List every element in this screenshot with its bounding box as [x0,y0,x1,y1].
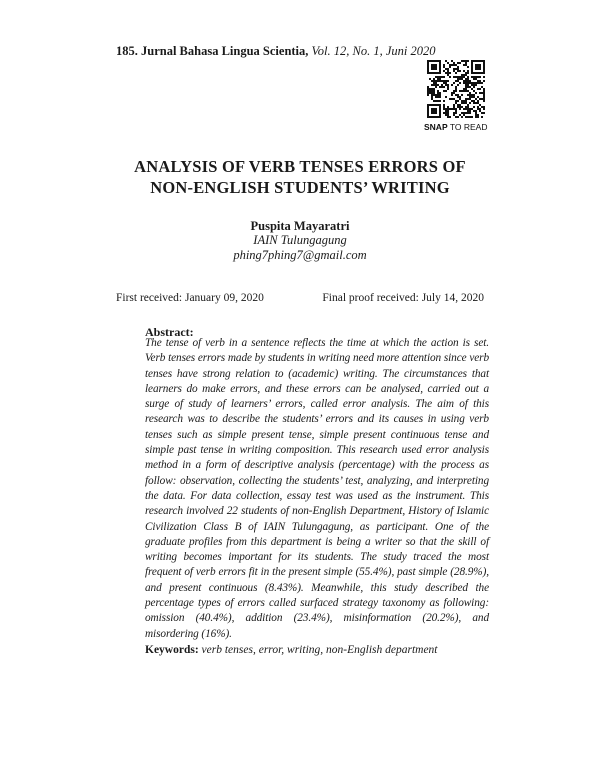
title-line-1: ANALYSIS OF VERB TENSES ERRORS OF [134,157,466,176]
paper-title [0,156,600,198]
keywords-line [145,644,438,656]
snap-to-read-caption [424,122,487,132]
author-email[interactable]: phing7phing7@gmail.com [233,248,367,262]
author-institution: IAIN Tulungagung [253,233,347,247]
snap-caption-rest: TO READ [447,122,488,132]
final-proof-date: Final proof received: July 14, 2020 [322,292,484,304]
snap-caption-bold: SNAP [424,122,448,132]
journal-issue: Vol. 12, No. 1, Juni 2020 [311,44,436,58]
received-dates [116,292,484,304]
first-received-date: First received: January 09, 2020 [116,292,264,304]
author-name: Puspita Mayaratri [250,219,350,233]
running-header [116,44,436,59]
journal-name: Jurnal Bahasa Lingua Scientia, [141,44,309,58]
abstract-text: The tense of verb in a sentence reflects the time at which the action is set. Verb tenses errors made by students in writing need more attention since verb tenses have strong relation to (academic) writing. The circumstances that learners do make errors, and these errors can be analysed, carried out a surge of study of learners’ errors, called error analysis. The aim of this research was to describe the students’ errors and its causes in using verb tenses such as simple present tense, simple present continuous tense and simple past tense in writing composition. This research used error analysis method in a form of descriptive analysis (percentage) with the process as follow: observation, collecting the students’ test, analyzing, and interpreting the data. For data collection, essay test was used as the instrument. This research involved 22 students of non-English Department, History of Islamic Civilization Class B of IAIN Tulungagung, as participant. One of the graduate profiles from this department is being a writer so that the skill of writing becomes important for its students. The study traced the most frequent of verb errors fit in the present simple (55.4%), past simple (28.9%), and present continuous (8.43%). Meanwhile, this study described the percentage types of errors called surfaced strategy taxonomy as following: omission (40.4%), addition (23.4%), misinformation (20.2%), and misordering (16%). [145,337,489,640]
page-number: 185. [116,44,138,58]
qr-code-icon[interactable] [427,60,485,118]
abstract-label: Abstract: [145,325,194,339]
keywords-value: verb tenses, error, writing, non-English department [201,644,438,656]
keywords-label: Keywords: [145,644,199,656]
title-line-2: NON-ENGLISH STUDENTS’ WRITING [150,178,450,197]
